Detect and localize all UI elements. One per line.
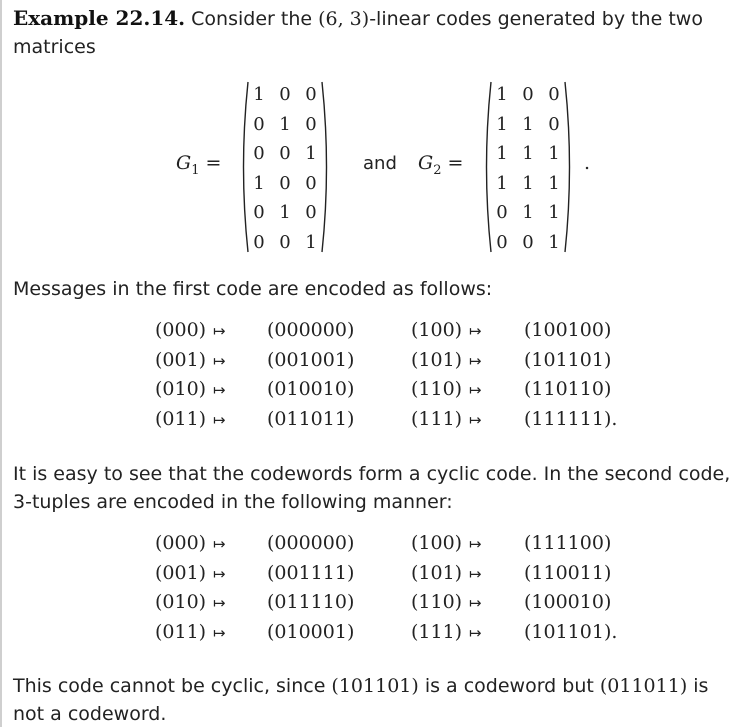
codeword-right: (100100) — [524, 319, 612, 341]
g1-subscript: 1 — [191, 162, 200, 178]
matrix-row — [489, 110, 567, 140]
codeword-right: (101101) — [524, 348, 612, 371]
g1-label — [176, 152, 221, 178]
code-params: (6, 3) — [318, 8, 370, 30]
encoding-row — [155, 619, 625, 649]
conclusion-word-a: (101101) — [331, 675, 419, 697]
matrix-row — [246, 228, 324, 258]
message-left: (000) — [155, 532, 207, 554]
intro-paragraph — [13, 4, 713, 61]
matrix-entry: 0 — [305, 202, 317, 224]
matrix-entry: 1 — [279, 202, 291, 224]
matrix-entry: 1 — [305, 143, 317, 165]
matrix-g1 — [238, 80, 330, 254]
message-left: (001) — [155, 348, 207, 371]
g2-label — [418, 152, 463, 178]
codeword-right: (110011) — [524, 561, 612, 584]
maps-to-arrow: ↦ — [213, 351, 226, 370]
matrix-entry: 0 — [496, 202, 508, 224]
matrix-trailing-period: . — [584, 152, 591, 174]
and-word: and — [363, 153, 397, 174]
codeword-right: (110110) — [524, 378, 612, 400]
matrix-row — [246, 110, 324, 140]
matrix-entry: 0 — [548, 84, 560, 106]
matrix-entry: 1 — [496, 172, 508, 194]
encoding-row — [155, 589, 625, 619]
g2-symbol: G — [418, 152, 434, 174]
maps-to-arrow: ↦ — [469, 410, 482, 429]
maps-to-arrow: ↦ — [213, 594, 226, 612]
message-right: (111) — [411, 620, 463, 643]
intro-text-after: -linear codes generated by the two matrices — [13, 8, 703, 58]
codeword-right: (100010) — [524, 591, 612, 613]
matrix-entry: 0 — [305, 113, 317, 135]
matrix-row — [246, 198, 324, 228]
matrix-entry: 1 — [253, 84, 265, 106]
maps-to-arrow: ↦ — [469, 623, 482, 642]
matrix-row — [246, 80, 324, 110]
message-left: (011) — [155, 620, 207, 643]
message-left: (011) — [155, 407, 207, 430]
matrix-row — [489, 198, 567, 228]
matrix-display — [13, 80, 739, 260]
maps-to-arrow: ↦ — [469, 381, 482, 399]
encoding-row — [155, 530, 625, 560]
message-right: (100) — [411, 319, 463, 341]
intro-text-before: Consider the — [191, 8, 319, 30]
first-code-paragraph: Messages in the first code are encoded as follows: — [13, 278, 493, 300]
matrix-row — [489, 139, 567, 169]
conclusion-text-a: This code cannot be cyclic, since — [13, 675, 332, 697]
matrix-entry: 1 — [548, 172, 560, 194]
matrix-row — [489, 169, 567, 199]
matrix-entry: 1 — [279, 113, 291, 135]
right-paren-icon — [320, 80, 332, 254]
matrix-entry: 1 — [522, 172, 534, 194]
message-left: (010) — [155, 591, 207, 613]
codeword-left: (010010) — [267, 378, 355, 400]
example-heading: Example 22.14. — [13, 6, 186, 30]
codeword-left: (001111) — [267, 561, 355, 584]
matrix-entry: 1 — [522, 143, 534, 165]
matrix-entry: 1 — [496, 143, 508, 165]
matrix-entry: 0 — [279, 143, 291, 165]
codeword-left: (011011) — [267, 407, 355, 430]
matrix-entry: 0 — [253, 231, 265, 253]
encoding-row — [155, 406, 625, 436]
codeword-left: (001001) — [267, 348, 355, 371]
encoding-row — [155, 347, 625, 377]
codeword-right: (111111). — [524, 407, 618, 430]
conclusion-text-c: is not a codeword. — [13, 675, 709, 725]
message-right: (100) — [411, 532, 463, 554]
maps-to-arrow: ↦ — [213, 410, 226, 429]
message-right: (101) — [411, 348, 463, 371]
matrix-row — [489, 228, 567, 258]
matrix-entry: 0 — [522, 231, 534, 253]
code2-table — [155, 530, 625, 648]
matrix-row — [246, 139, 324, 169]
conclusion-text-b: is a codeword but — [418, 675, 600, 697]
message-right: (111) — [411, 407, 463, 430]
matrix-entry: 0 — [253, 113, 265, 135]
matrix-entry: 0 — [305, 84, 317, 106]
matrix-g2 — [481, 80, 573, 254]
codeword-right: (111100) — [524, 532, 612, 554]
matrix-row — [246, 169, 324, 199]
second-code-paragraph: It is easy to see that the codewords form a cyclic code. In the second code, 3-tuples are encoded in the following manner: — [13, 463, 731, 513]
matrix-entry: 1 — [522, 113, 534, 135]
code1-table — [155, 317, 625, 435]
maps-to-arrow: ↦ — [469, 564, 482, 583]
matrix-entry: 0 — [253, 202, 265, 224]
g2-subscript: 2 — [433, 162, 442, 178]
matrix-entry: 1 — [253, 172, 265, 194]
matrix-entry: 0 — [279, 84, 291, 106]
codeword-right: (101101). — [524, 620, 618, 643]
maps-to-arrow: ↦ — [469, 535, 482, 553]
message-right: (110) — [411, 378, 463, 400]
matrix-entry: 1 — [496, 84, 508, 106]
conclusion-word-b: (011011) — [599, 675, 688, 697]
maps-to-arrow: ↦ — [469, 322, 482, 340]
matrix-entry: 0 — [279, 172, 291, 194]
message-left: (000) — [155, 319, 207, 341]
codeword-left: (010001) — [267, 620, 355, 643]
maps-to-arrow: ↦ — [213, 322, 226, 340]
message-left: (010) — [155, 378, 207, 400]
conclusion-paragraph — [13, 672, 733, 728]
codeword-left: (000000) — [267, 532, 355, 554]
codeword-left: (011110) — [267, 591, 355, 613]
matrix-entry: 0 — [522, 84, 534, 106]
matrix-entry: 1 — [548, 202, 560, 224]
encoding-row — [155, 376, 625, 406]
right-paren-icon — [563, 80, 575, 254]
matrix-entry: 0 — [279, 231, 291, 253]
matrix-entry: 0 — [496, 231, 508, 253]
matrix-entry: 1 — [305, 231, 317, 253]
g2-equals: = — [447, 152, 464, 174]
g1-equals: = — [205, 152, 222, 174]
matrix-entry: 1 — [496, 113, 508, 135]
maps-to-arrow: ↦ — [213, 535, 226, 553]
matrix-entry: 0 — [253, 143, 265, 165]
matrix-entry: 1 — [522, 202, 534, 224]
maps-to-arrow: ↦ — [213, 564, 226, 583]
matrix-entry: 1 — [548, 143, 560, 165]
message-right: (110) — [411, 591, 463, 613]
maps-to-arrow: ↦ — [213, 623, 226, 642]
message-left: (001) — [155, 561, 207, 584]
encoding-row — [155, 317, 625, 347]
maps-to-arrow: ↦ — [469, 594, 482, 612]
matrix-entry: 0 — [305, 172, 317, 194]
matrix-g1-grid — [246, 80, 324, 257]
matrix-entry: 0 — [548, 113, 560, 135]
matrix-entry: 1 — [548, 231, 560, 253]
matrix-g2-grid — [489, 80, 567, 257]
codeword-left: (000000) — [267, 319, 355, 341]
message-right: (101) — [411, 561, 463, 584]
g1-symbol: G — [176, 152, 192, 174]
maps-to-arrow: ↦ — [213, 381, 226, 399]
encoding-row — [155, 560, 625, 590]
matrix-row — [489, 80, 567, 110]
maps-to-arrow: ↦ — [469, 351, 482, 370]
